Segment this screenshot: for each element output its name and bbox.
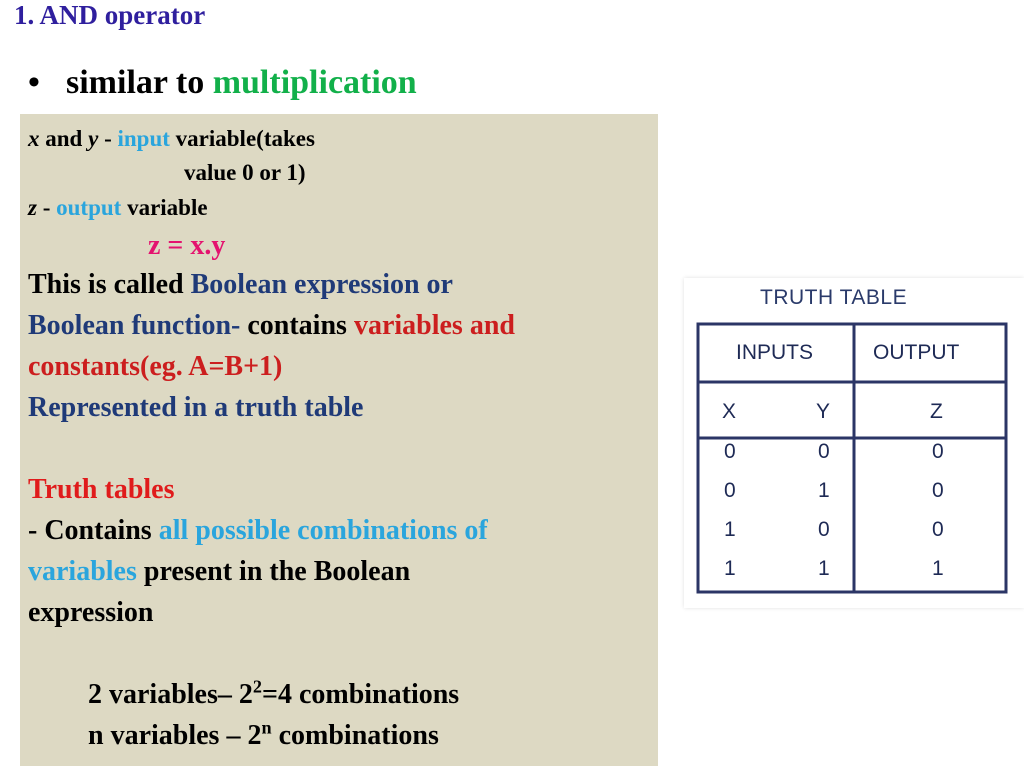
line-values: value 0 or 1) [184, 160, 306, 185]
para2-line3: expression [28, 597, 154, 628]
truth-table-cell: 0 [932, 518, 944, 541]
para1-line4: Represented in a truth table [28, 392, 364, 423]
col-y-header: Y [816, 400, 831, 423]
var-y: y [88, 126, 99, 151]
boolean-expression: Boolean expression or [190, 269, 453, 300]
output-word: output [56, 195, 122, 220]
truth-table-title: TRUTH TABLE [760, 286, 908, 309]
bullet-highlight: multiplication [212, 64, 417, 101]
text: present in the Boolean [136, 556, 411, 587]
truth-table-cell: 1 [818, 479, 830, 502]
para1-line3: constants(eg. A=B+1) [28, 351, 283, 382]
text: 2 variables– 2 [88, 679, 253, 710]
and-word: and [39, 126, 89, 151]
text: - Contains [28, 515, 159, 546]
col-z-header: Z [930, 400, 943, 423]
line-input-variables [28, 126, 315, 152]
line-output-variable [28, 195, 208, 221]
truth-table-cell: 0 [724, 479, 736, 502]
var-z: z [28, 195, 37, 220]
truth-table-cell: 0 [818, 518, 830, 541]
truth-table-cell: 1 [724, 557, 736, 580]
superscript: n [261, 717, 272, 738]
slide-heading: 1. AND operator [14, 0, 206, 30]
inputs-header: INPUTS [736, 341, 814, 364]
bullet-line [28, 64, 417, 102]
truth-tables-title: Truth tables [28, 474, 175, 505]
explanation-panel [20, 114, 658, 766]
text: combinations [271, 720, 439, 751]
para1-line1 [28, 269, 453, 301]
truth-table-figure [684, 278, 1024, 608]
col-x-header: X [722, 400, 737, 423]
input-word: input [117, 126, 170, 151]
bullet-text: similar to [66, 64, 213, 101]
dash: - [36, 195, 57, 220]
var-x: x [28, 126, 40, 151]
all-combinations: all possible combinations of [158, 515, 488, 546]
truth-table-cell: 0 [724, 440, 736, 463]
truth-table-cell: 1 [932, 557, 944, 580]
output-rest: variable [121, 195, 208, 220]
boolean-function: Boolean function- [28, 310, 241, 341]
para2-line1 [28, 515, 488, 547]
bullet-icon: • [28, 64, 40, 101]
text: n variables – 2 [88, 720, 262, 751]
truth-table-cell: 1 [724, 518, 736, 541]
superscript: 2 [252, 676, 262, 697]
text: =4 combinations [261, 679, 460, 710]
para1-line2 [28, 310, 515, 342]
truth-table-cell: 1 [818, 557, 830, 580]
combo-line2 [88, 717, 439, 752]
dash: - [98, 126, 118, 151]
truth-table-cell: 0 [932, 479, 944, 502]
para2-line2 [28, 556, 410, 588]
combo-line1 [88, 676, 460, 711]
truth-table-cell: 0 [932, 440, 944, 463]
text: contains [240, 310, 354, 341]
output-header: OUTPUT [873, 341, 960, 364]
formula: z = x.y [148, 230, 226, 261]
text: This is called [28, 269, 191, 300]
input-rest: variable(takes [169, 126, 315, 151]
variables-word: variables [28, 556, 137, 587]
truth-table-cell: 0 [818, 440, 830, 463]
variables-and: variables and [353, 310, 515, 341]
